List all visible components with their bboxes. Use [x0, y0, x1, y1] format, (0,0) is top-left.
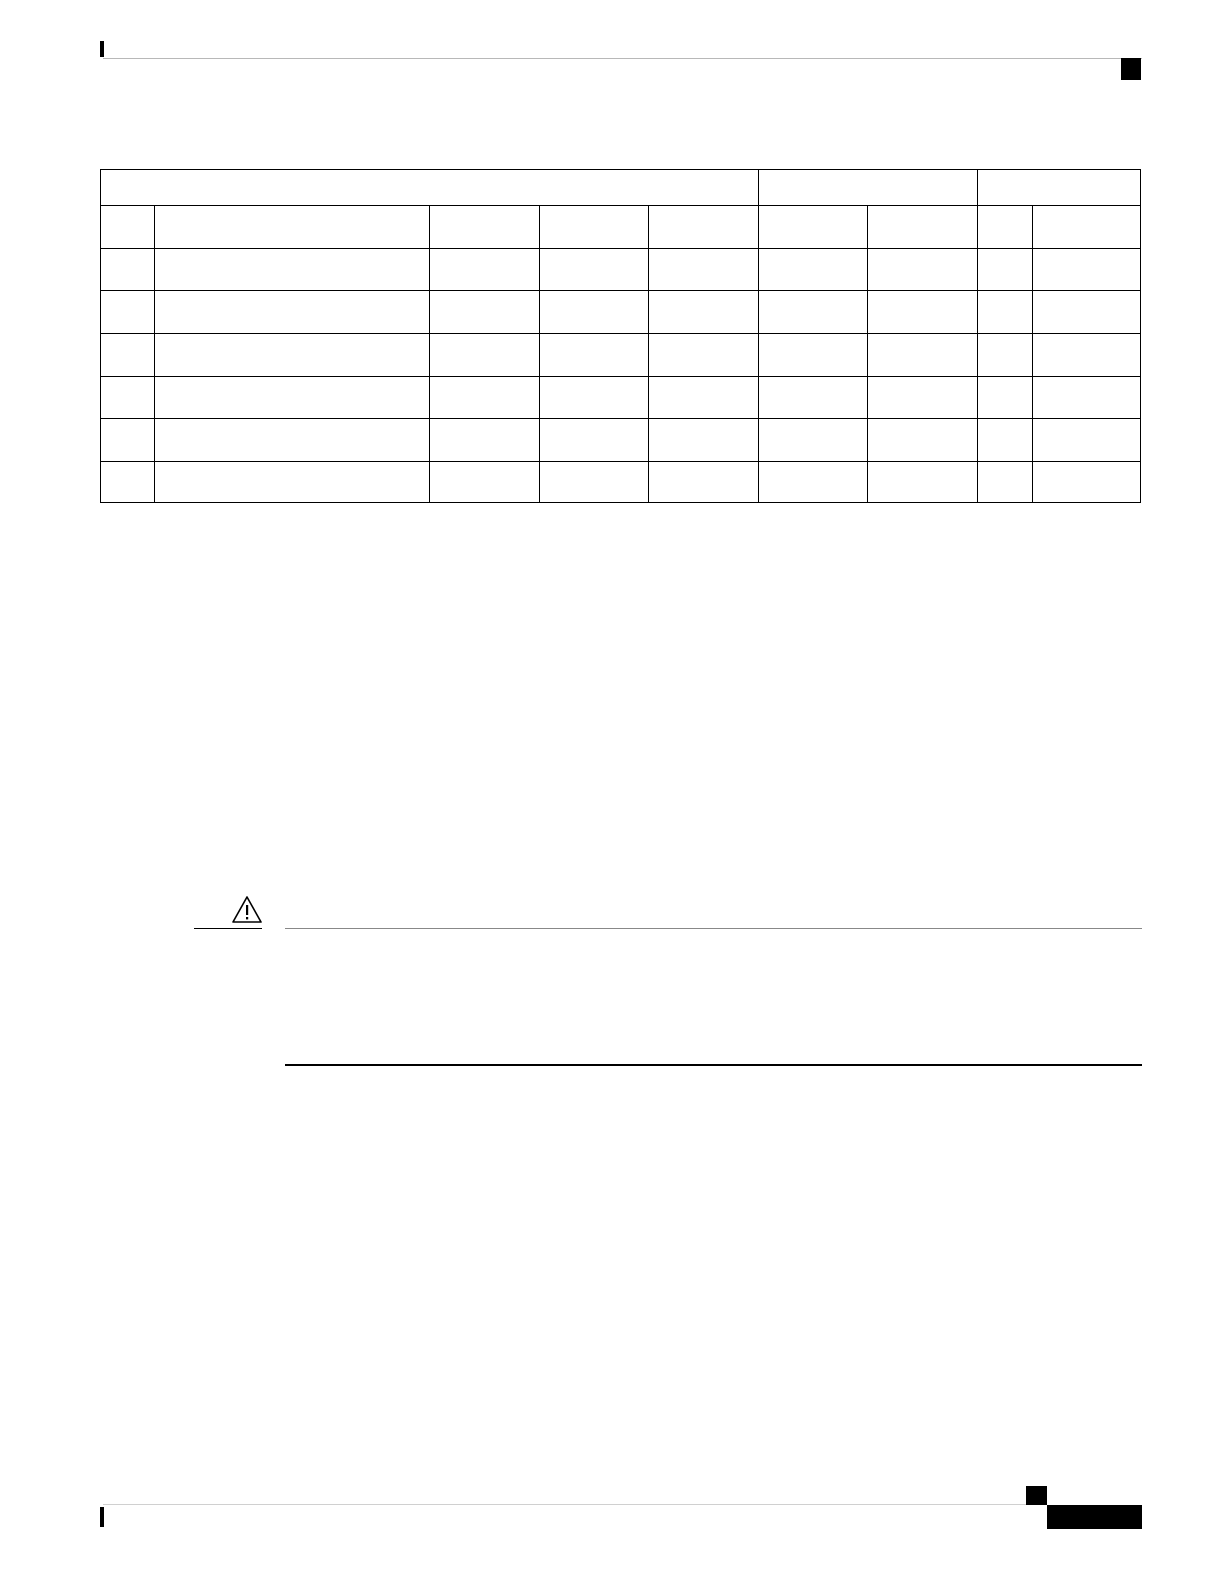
- caution-triangle-icon: [230, 895, 264, 925]
- header-chapter-marker: [1121, 58, 1141, 80]
- footer-page-number-bar: [1047, 1505, 1142, 1529]
- table-border: [101, 170, 1141, 503]
- spec-table: [99, 168, 1142, 504]
- footer-chapter-marker: [1026, 1486, 1047, 1505]
- caution-label-underline: [194, 928, 262, 929]
- caution-bottom-rule: [285, 1064, 1142, 1066]
- header-margin-tick: [100, 41, 104, 57]
- footer-margin-tick: [100, 1507, 104, 1527]
- footer-rule: [103, 1504, 1047, 1505]
- caution-top-rule: [285, 928, 1142, 929]
- header-rule: [103, 58, 1142, 59]
